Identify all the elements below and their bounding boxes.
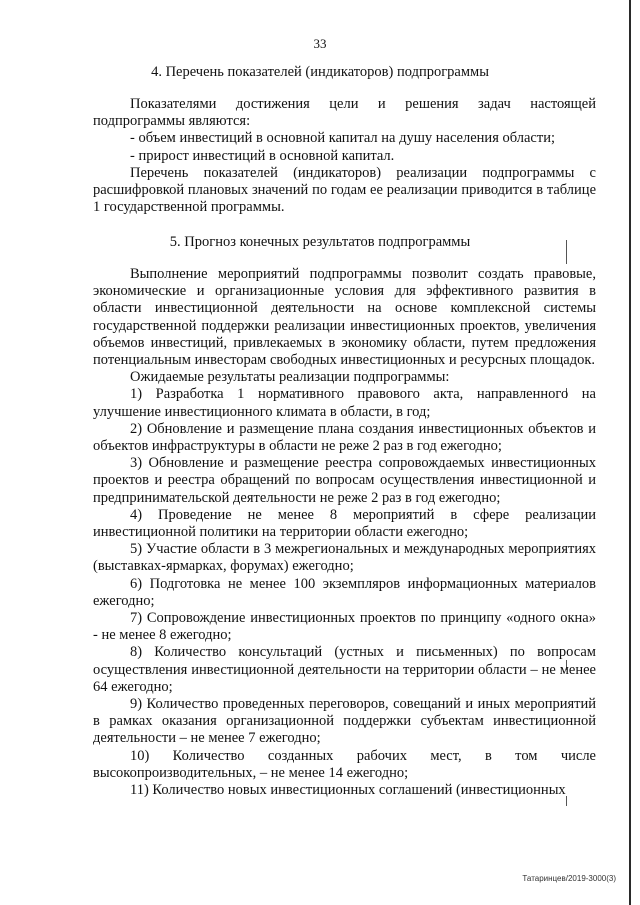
paragraph: Показателями достижения цели и решения задач настоящей подпрограммы являются:: [93, 96, 596, 130]
paragraph: Перечень показателей (индикаторов) реализации подпрограммы с расшифровкой плановых значений по годам ее реализации приводится в таблице 1 государственной программы.: [93, 164, 596, 216]
paragraph: Выполнение мероприятий подпрограммы позволит создать правовые, экономические и организационные условия для эффективного развития в области инвестиционной деятельности на основе комплексной системы государственной поддержки реализации инвестиционных проектов, увеличения объемов инвестиций, привлекаемых в экономику области, путем предложения потенциальным инвесторам свободных инвестиционных и ресурсных площадок.: [93, 266, 596, 369]
list-item: 3) Обновление и размещение реестра сопровождаемых инвестиционных проектов и реестра обращений по вопросам осуществления инвестиционной и предпринимательской деятельности не реже 2 раз в год ежегодно;: [93, 455, 596, 506]
section-4-heading: 4. Перечень показателей (индикаторов) подпрограммы: [151, 64, 489, 80]
list-item: 4) Проведение не менее 8 мероприятий в сфере реализации инвестиционной политики на территории области ежегодно;: [93, 506, 596, 541]
list-item: 1) Разработка 1 нормативного правового акта, направленного на улучшение инвестиционного климата в области, в год;: [93, 386, 596, 420]
list-item: 10) Количество созданных рабочих мест, в том числе высокопроизводительных, – не менее 14 ежегодно;: [93, 747, 596, 781]
list-item: 8) Количество консультаций (устных и письменных) по вопросам осуществления инвестиционной деятельности на территории области – не менее 64 ежегодно;: [93, 644, 596, 695]
list-item: 2) Обновление и размещение плана создания инвестиционных объектов и объектов инфраструктуры в области не реже 2 раз в год ежегодно;: [93, 420, 596, 455]
section-4-body: [93, 96, 596, 216]
list-item: 11) Количество новых инвестиционных соглашений (инвестиционных: [130, 782, 566, 799]
page-edge-line: [629, 0, 631, 905]
results-intro: Ожидаемые результаты реализации подпрограммы:: [130, 369, 450, 386]
list-item: - объем инвестиций в основной капитал на душу населения области;: [130, 130, 555, 147]
document-footer-code: Татаринцев/2019-3000(3): [522, 874, 616, 883]
list-item: 6) Подготовка не менее 100 экземпляров информационных материалов ежегодно;: [93, 575, 596, 609]
section-5-heading: 5. Прогноз конечных результатов подпрограммы: [169, 234, 471, 250]
page-number: 33: [313, 36, 327, 51]
list-item: 5) Участие области в 3 межрегиональных и международных мероприятиях (выставках-ярмарках, форумах) ежегодно;: [93, 541, 596, 575]
section-5-body: [93, 266, 596, 799]
list-item: - прирост инвестиций в основной капитал.: [130, 147, 395, 164]
list-item: 9) Количество проведенных переговоров, совещаний и иных мероприятий в рамках оказания организационной поддержки субъектам инвестиционной деятельности – не менее 7 ежегодно;: [93, 696, 596, 747]
list-item: 7) Сопровождение инвестиционных проектов по принципу «одного окна» - не менее 8 ежегодно;: [93, 610, 596, 644]
